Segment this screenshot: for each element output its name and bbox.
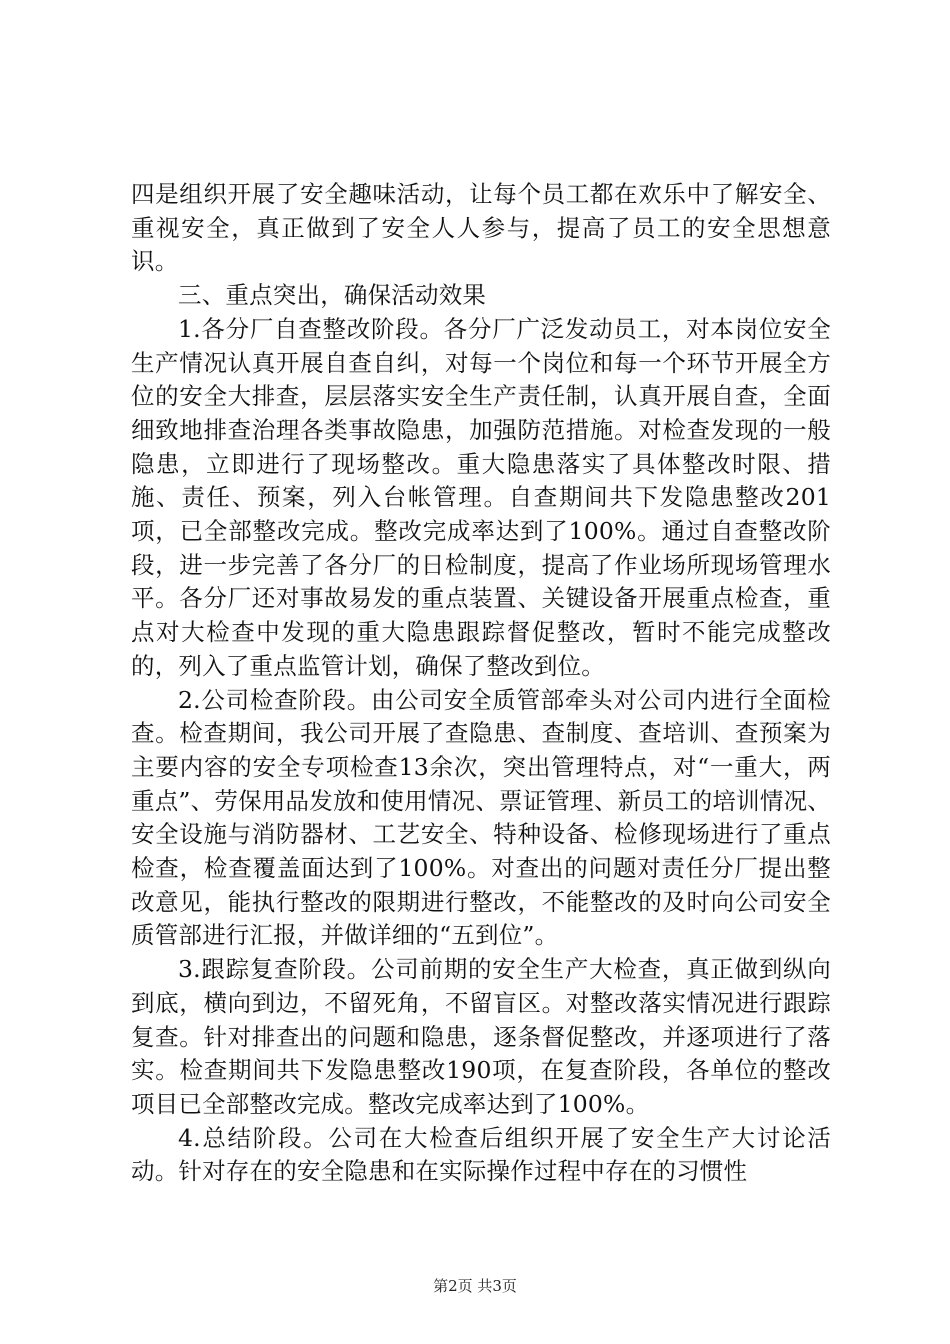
paragraph-company-inspection-stage: 2.公司检查阶段。由公司安全质管部牵头对公司内进行全面检查。检查期间，我公司开展了查隐患、查制度、查培训、查预案为主要内容的安全专项检查13余次，突出管理特点，对“一重大，两重点”、劳保用品发放和使用情况、票证管理、新员工的培训情况、安全设施与消防器材、工艺安全、特种设备、检修现场进行了重点检查，检查覆盖面达到了100%。对查出的问题对责任分厂提出整改意见，能执行整改的限期进行整改，不能整改的及时向公司安全质管部进行汇报，并做详细的“五到位”。	[131, 685, 831, 950]
paragraph-self-inspection-stage: 1.各分厂自查整改阶段。各分厂广泛发动员工，对本岗位安全生产情况认真开展自查自纠，对每一个岗位和每一个环节开展全方位的安全大排查，层层落实安全生产责任制，认真开展自查，全面细致地排查治理各类事故隐患，加强防范措施。对检查发现的一般隐患，立即进行了现场整改。重大隐患落实了具体整改时限、措施、责任、预案，列入台帐管理。自查期间共下发隐患整改201项，已全部整改完成。整改完成率达到了100%。通过自查整改阶段，进一步完善了各分厂的日检制度，提高了作业场所现场管理水平。各分厂还对事故易发的重点装置、关键设备开展重点检查，重点对大检查中发现的重大隐患跟踪督促整改，暂时不能完成整改的，列入了重点监管计划，确保了整改到位。	[131, 314, 831, 680]
document-body	[131, 178, 831, 1189]
paragraph-follow-up-review-stage: 3.跟踪复查阶段。公司前期的安全生产大检查，真正做到纵向到底，横向到边，不留死角，不留盲区。对整改落实情况进行跟踪复查。针对排查出的问题和隐患，逐条督促整改，并逐项进行了落实。检查期间共下发隐患整改190项，在复查阶段，各单位的整改项目已全部整改完成。整改完成率达到了100%。	[131, 955, 831, 1118]
paragraph-safety-fun-activity: 四是组织开展了安全趣味活动，让每个员工都在欢乐中了解安全、重视安全，真正做到了安全人人参与，提高了员工的安全思想意识。	[131, 180, 831, 276]
page-number-footer: 第2页 共3页	[433, 1277, 517, 1295]
paragraph-summary-stage: 4.总结阶段。公司在大检查后组织开展了安全生产大讨论活动。针对存在的安全隐患和在实际操作过程中存在的习惯性	[131, 1123, 831, 1186]
section-heading-key-focus: 三、重点突出，确保活动效果	[178, 281, 487, 310]
